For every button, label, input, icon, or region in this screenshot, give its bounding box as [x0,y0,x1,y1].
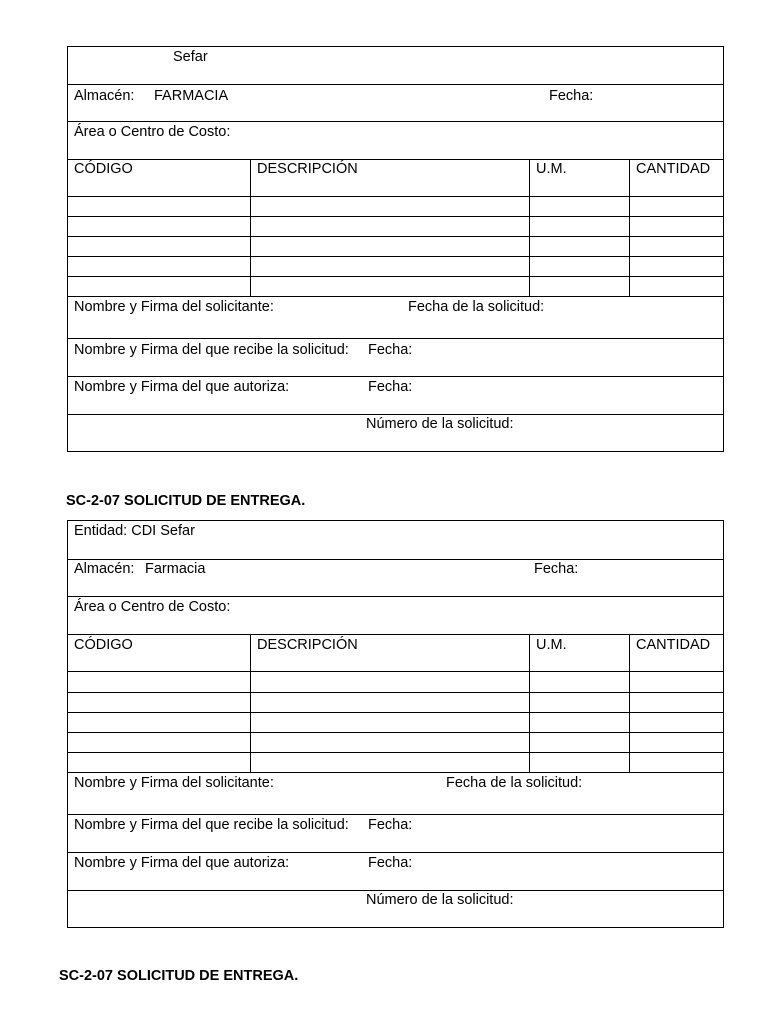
form-heading: SC-2-07 SOLICITUD DE ENTREGA. [66,493,306,509]
request-number-cell [68,891,724,928]
warehouse-label: Almacén: [74,561,135,577]
item-cell [251,693,530,713]
request-form-2 [67,520,724,928]
cost-center-label: Área o Centro de Costo: [74,599,231,615]
item-cell [251,753,530,773]
item-cell [630,237,724,257]
item-cell [68,753,251,773]
column-header [68,635,251,672]
item-cell [630,753,724,773]
item-cell [251,733,530,753]
item-cell [251,237,530,257]
requester-label: Nombre y Firma del solicitante: [74,775,274,791]
item-row [68,217,724,237]
item-cell [68,277,251,297]
item-cell [630,217,724,237]
receiver-label: Nombre y Firma del que recibe la solicitud: [74,342,349,358]
receiver-cell [68,815,724,853]
column-header-code: CÓDIGO [74,637,133,653]
item-cell [530,672,630,693]
entity-name: Sefar [173,49,208,65]
item-cell [630,713,724,733]
cost-center-label: Área o Centro de Costo: [74,124,231,140]
requester-label: Nombre y Firma del solicitante: [74,299,274,315]
authorizer-cell [68,853,724,891]
item-cell [68,237,251,257]
authorizer-cell [68,377,724,415]
column-header-description: DESCRIPCIÓN [257,637,358,653]
item-cell [630,733,724,753]
item-cell [530,217,630,237]
item-cell [251,217,530,237]
authorizer-label: Nombre y Firma del que autoriza: [74,379,290,395]
item-cell [630,197,724,217]
column-header [251,635,530,672]
item-cell [630,693,724,713]
item-cell [530,277,630,297]
request-number-cell [68,415,724,452]
warehouse-value: Farmacia [145,561,206,577]
warehouse-cell [68,560,724,597]
item-cell [68,693,251,713]
item-row [68,277,724,297]
entity-cell [68,521,724,560]
item-row [68,197,724,217]
request-date-label: Fecha de la solicitud: [408,299,545,315]
entity-name: Entidad: CDI Sefar [74,523,195,539]
item-row [68,753,724,773]
date-label: Fecha: [549,88,594,104]
column-header [630,635,724,672]
item-cell [68,217,251,237]
column-header [68,160,251,197]
authorizer-date-label: Fecha: [368,855,413,871]
item-row [68,257,724,277]
item-row [68,237,724,257]
item-row [68,713,724,733]
item-cell [68,733,251,753]
receiver-date-label: Fecha: [368,342,413,358]
entity-cell [68,47,724,85]
column-header [530,635,630,672]
date-label: Fecha: [534,561,579,577]
items-header-row [68,635,724,672]
item-cell [68,197,251,217]
item-cell [251,257,530,277]
item-cell [251,713,530,733]
item-cell [630,257,724,277]
warehouse-value: FARMACIA [154,88,229,104]
item-cell [630,672,724,693]
item-row [68,733,724,753]
request-number-label: Número de la solicitud: [366,416,514,432]
request-date-label: Fecha de la solicitud: [446,775,583,791]
requester-cell [68,297,724,339]
item-cell [630,277,724,297]
authorizer-date-label: Fecha: [368,379,413,395]
item-cell [68,257,251,277]
cost-center-cell [68,597,724,635]
item-cell [68,672,251,693]
item-cell [530,693,630,713]
request-form-1 [67,46,724,452]
item-cell [251,197,530,217]
column-header-quantity: CANTIDAD [636,161,711,177]
column-header-code: CÓDIGO [74,161,133,177]
requester-cell [68,773,724,815]
item-cell [530,753,630,773]
request-number-label: Número de la solicitud: [366,892,514,908]
item-cell [530,237,630,257]
item-cell [251,672,530,693]
item-cell [68,713,251,733]
item-cell [530,713,630,733]
item-cell [530,197,630,217]
warehouse-cell [68,85,724,122]
receiver-cell [68,339,724,377]
item-cell [530,257,630,277]
column-header-quantity: CANTIDAD [636,637,711,653]
form-heading: SC-2-07 SOLICITUD DE ENTREGA. [59,968,299,984]
item-cell [530,733,630,753]
column-header [630,160,724,197]
item-cell [251,277,530,297]
items-header-row [68,160,724,197]
authorizer-label: Nombre y Firma del que autoriza: [74,855,290,871]
receiver-date-label: Fecha: [368,817,413,833]
item-row [68,693,724,713]
column-header [251,160,530,197]
column-header-unit: U.M. [536,637,567,653]
item-row [68,672,724,693]
receiver-label: Nombre y Firma del que recibe la solicitud: [74,817,349,833]
column-header-unit: U.M. [536,161,567,177]
cost-center-cell [68,122,724,160]
column-header-description: DESCRIPCIÓN [257,161,358,177]
warehouse-label: Almacén: [74,88,135,104]
column-header [530,160,630,197]
